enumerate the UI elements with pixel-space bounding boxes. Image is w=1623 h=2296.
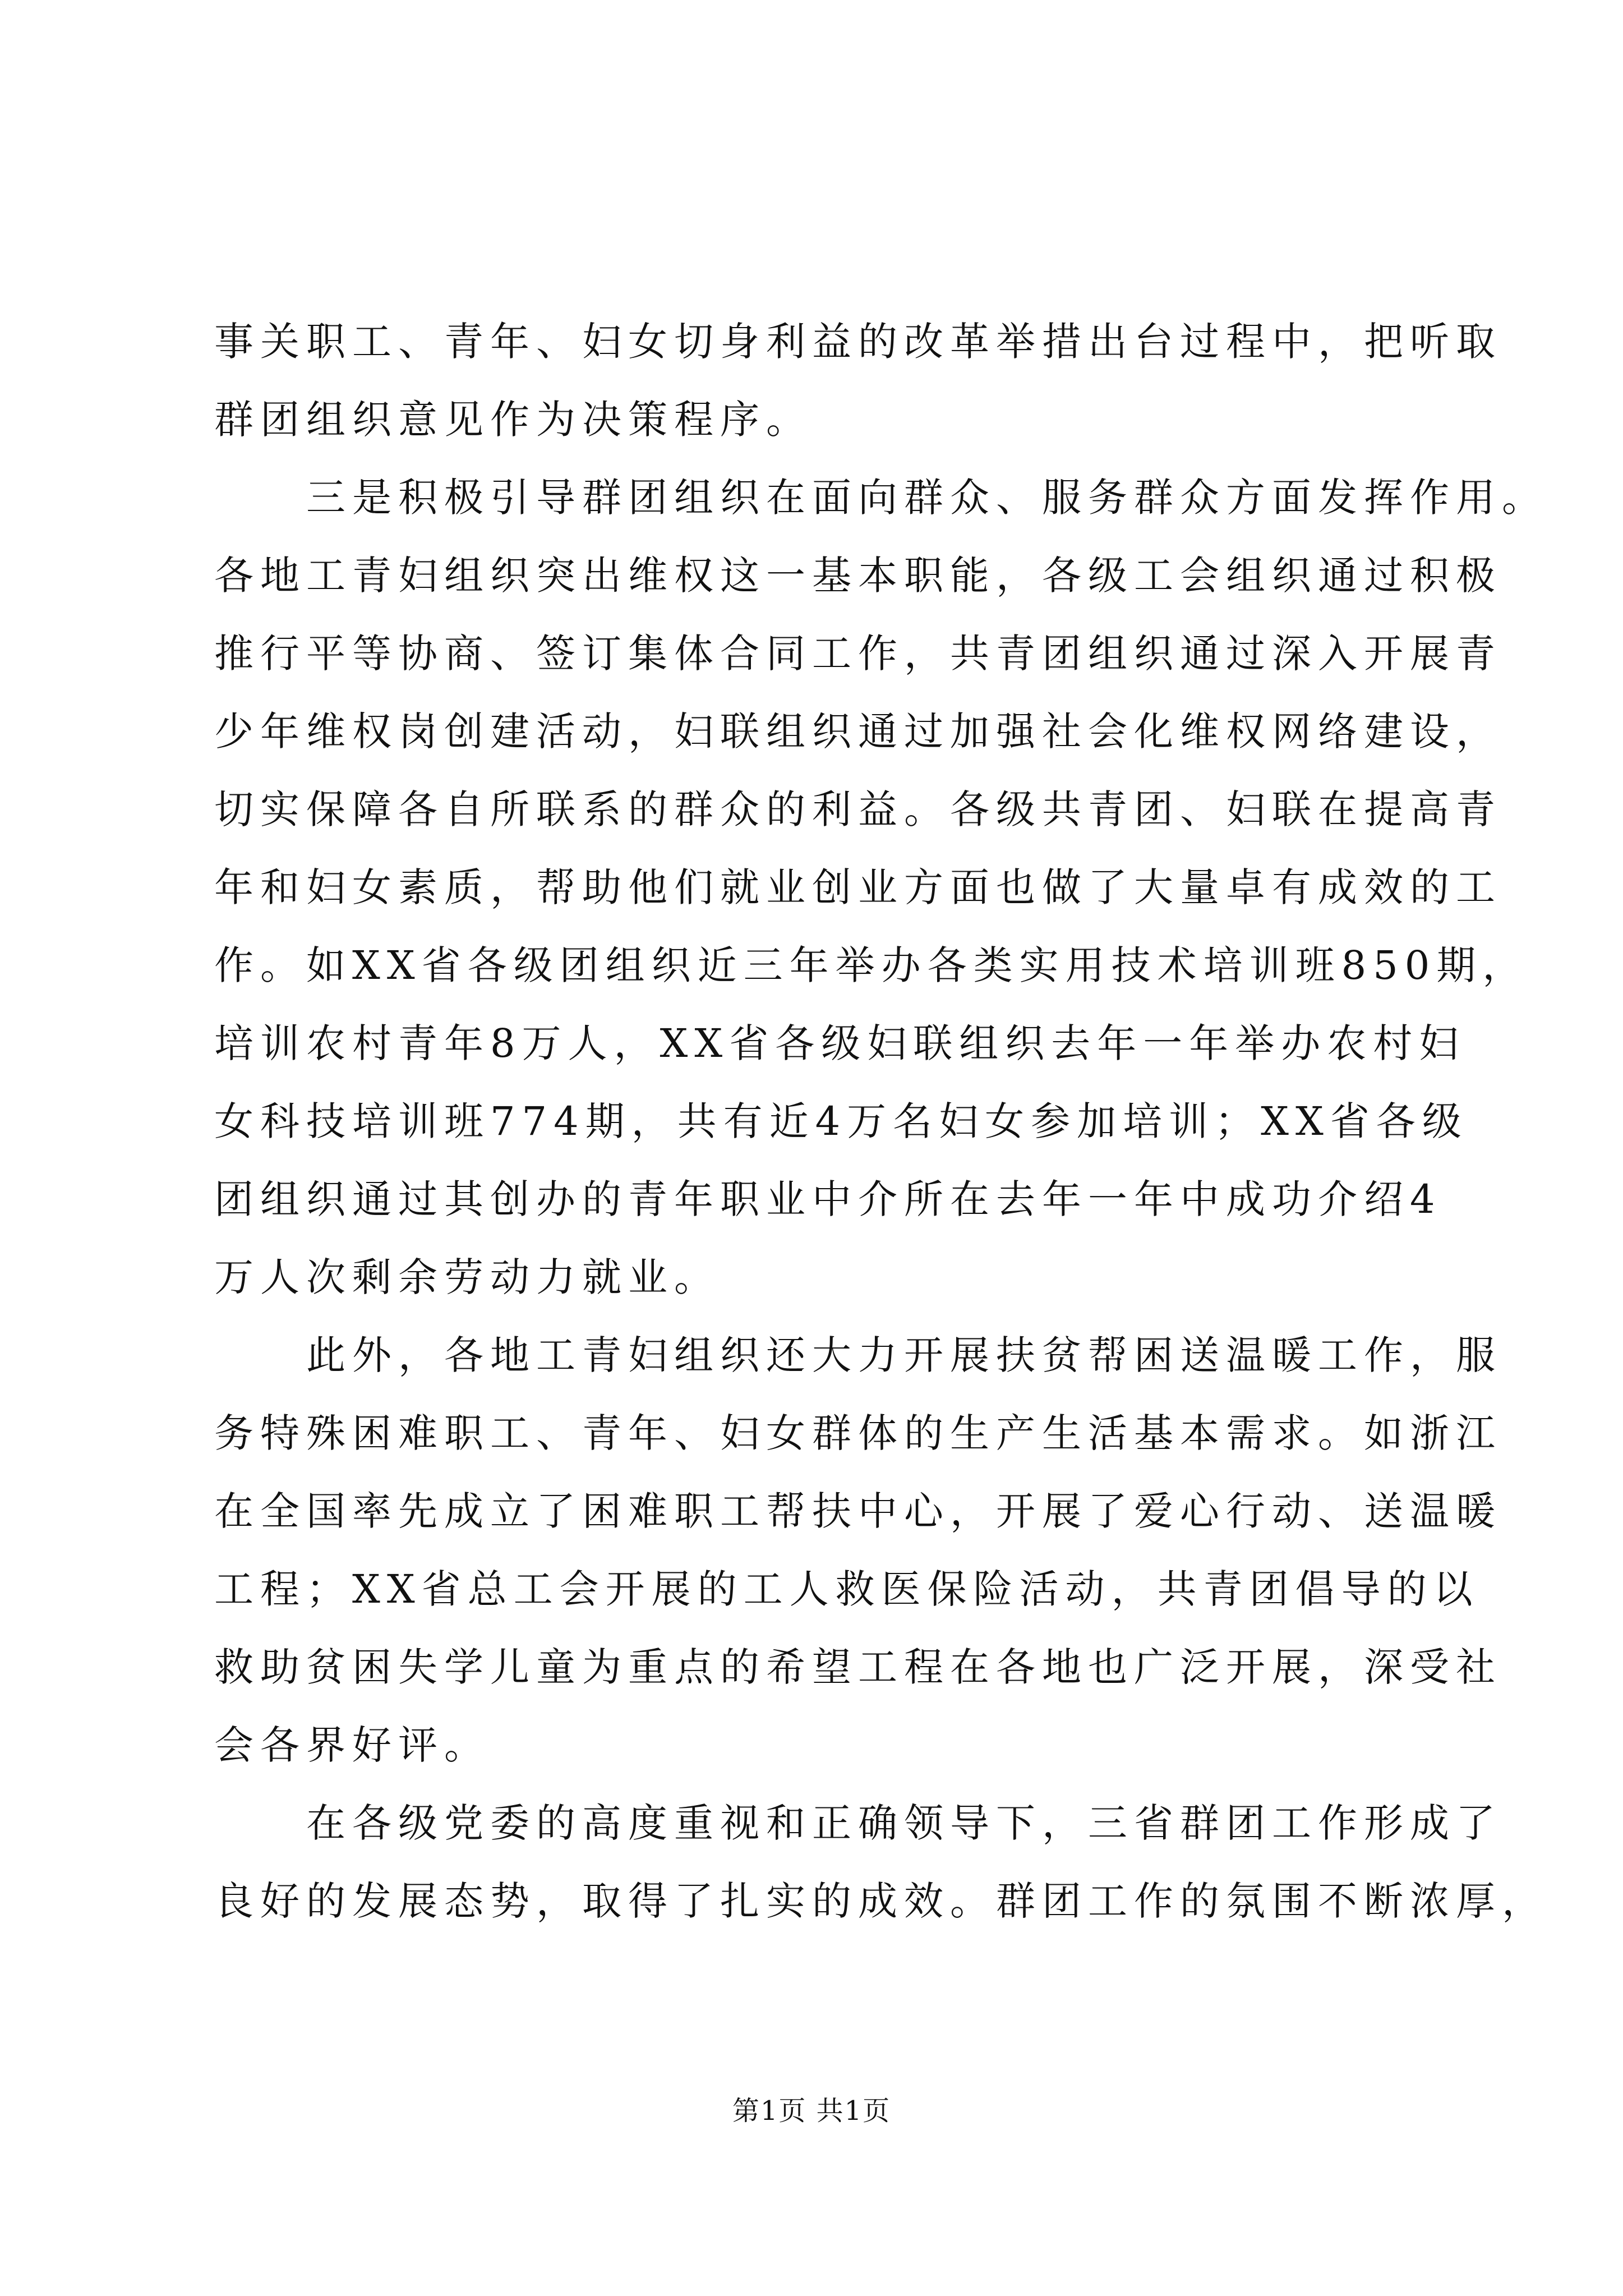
- text-line: 年和妇女素质，帮助他们就业创业方面也做了大量卓有成效的工: [214, 864, 1502, 910]
- text-line: 救助贫困失学儿童为重点的希望工程在各地也广泛开展，深受社: [214, 1644, 1502, 1690]
- text-line: 在全国率先成立了困难职工帮扶中心，开展了爱心行动、送温暖: [214, 1488, 1502, 1534]
- page-footer: [0, 2091, 1623, 2131]
- text-line: 事关职工、青年、妇女切身利益的改革举措出台过程中，把听取: [214, 319, 1502, 365]
- text-line: 少年维权岗创建活动，妇联组织通过加强社会化维权网络建设，: [214, 708, 1502, 754]
- text-line: 会各界好评。: [214, 1722, 490, 1768]
- text-line: 女科技培训班774期，共有近4万名妇女参加培训；XX省各级: [214, 1098, 1468, 1144]
- text-line: 推行平等协商、签订集体合同工作，共青团组织通过深入开展青: [214, 631, 1502, 677]
- text-line: 三是积极引导群团组织在面向群众、服务群众方面发挥作用。: [214, 475, 1548, 521]
- page-number-label: 第1页 共1页: [732, 2095, 891, 2127]
- text-line: 此外，各地工青妇组织还大力开展扶贫帮困送温暖工作，服: [214, 1332, 1502, 1378]
- text-line: 良好的发展态势，取得了扎实的成效。群团工作的氛围不断浓厚，: [214, 1878, 1548, 1924]
- text-line: 务特殊困难职工、青年、妇女群体的生产生活基本需求。如浙江: [214, 1410, 1502, 1456]
- text-line: 万人次剩余劳动力就业。: [214, 1254, 720, 1300]
- text-line: 工程；XX省总工会开展的工人救医保险活动，共青团倡导的以: [214, 1566, 1479, 1612]
- text-line: 切实保障各自所联系的群众的利益。各级共青团、妇联在提高青: [214, 786, 1502, 832]
- text-line: 作。如XX省各级团组织近三年举办各类实用技术培训班850期，: [214, 942, 1529, 988]
- body-text: [214, 303, 1548, 1940]
- text-line: 各地工青妇组织突出维权这一基本职能，各级工会组织通过积极: [214, 553, 1502, 599]
- text-line: 团组织通过其创办的青年职业中介所在去年一年中成功介绍4: [214, 1176, 1442, 1222]
- text-line: 在各级党委的高度重视和正确领导下，三省群团工作形成了: [214, 1800, 1502, 1846]
- text-line: 培训农村青年8万人，XX省各级妇联组织去年一年举办农村妇: [214, 1020, 1465, 1066]
- text-line: 群团组织意见作为决策程序。: [214, 397, 812, 443]
